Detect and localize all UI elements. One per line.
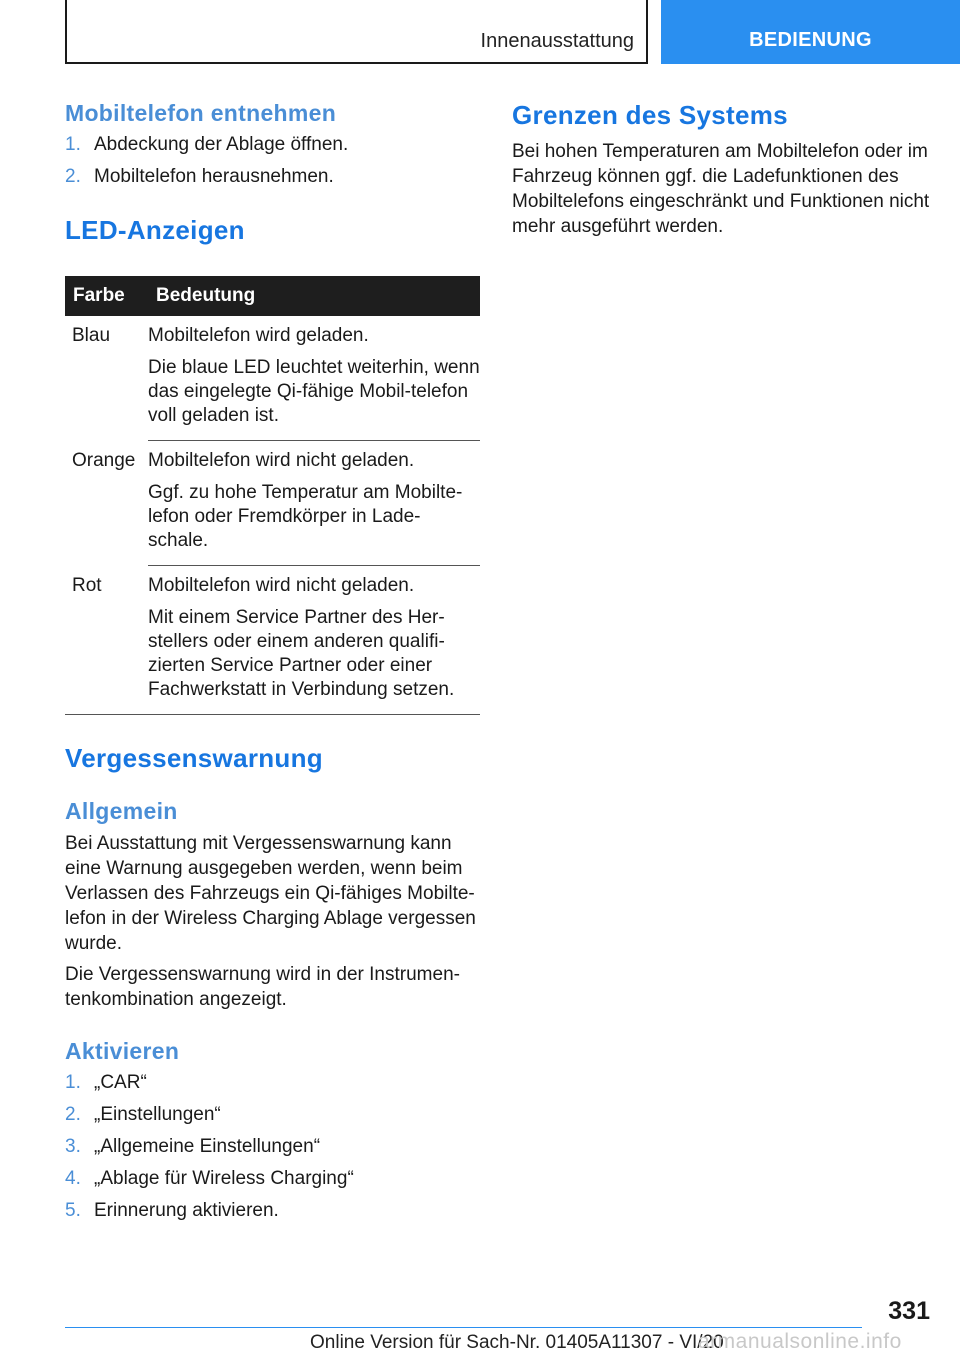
forget-warning-heading: Vergessenswarnung bbox=[65, 743, 323, 773]
general-heading: Allgemein bbox=[65, 798, 178, 824]
table-row bbox=[65, 566, 480, 715]
meaning-line: Mobiltelefon wird geladen. bbox=[148, 325, 369, 346]
watermark: armanualsonline.info bbox=[698, 1330, 902, 1353]
header-section-box bbox=[65, 0, 648, 64]
header-chapter-label: BEDIENUNG bbox=[749, 29, 872, 51]
step-number: 3. bbox=[65, 1136, 81, 1157]
general-paragraph-1: Bei Ausstattung mit Vergessenswarnung kann eine Warnung ausgegeben werden, wenn beim Verlassen des Fahrzeugs ein Qi-fähiges Mobilte-lefon in der Wireless Charging Ablage vergessen wurde. bbox=[65, 833, 476, 954]
remove-steps-list bbox=[65, 133, 480, 189]
step-text: Abdeckung der Ablage öffnen. bbox=[94, 134, 349, 155]
list-item bbox=[65, 1199, 480, 1223]
general-paragraph-2: Die Vergessenswarnung wird in der Instrumen-tenkombination angezeigt. bbox=[65, 964, 460, 1010]
step-number: 2. bbox=[65, 1104, 81, 1125]
left-column bbox=[65, 100, 480, 1231]
step-text: Erinnerung aktivieren. bbox=[94, 1200, 279, 1221]
led-color-cell: Orange bbox=[72, 449, 136, 471]
system-limits-heading: Grenzen des Systems bbox=[512, 100, 788, 130]
column-header-meaning: Bedeutung bbox=[148, 276, 480, 316]
led-heading: LED-Anzeigen bbox=[65, 215, 245, 245]
remove-phone-heading: Mobiltelefon entnehmen bbox=[65, 100, 337, 126]
header-chapter-tab bbox=[661, 0, 960, 64]
right-column bbox=[512, 100, 932, 239]
step-text: „Einstellungen“ bbox=[94, 1104, 221, 1125]
system-limits-paragraph: Bei hohen Temperaturen am Mobiltelefon oder im Fahrzeug können ggf. die Ladefunktionen des Mobiltelefons eingeschränkt und Funktionen nicht mehr ausgeführt werden. bbox=[512, 141, 930, 237]
meaning-line: Mobiltelefon wird nicht geladen. bbox=[148, 450, 415, 471]
step-text: „CAR“ bbox=[94, 1072, 147, 1093]
meaning-detail: Ggf. zu hohe Temperatur am Mobilte-lefon oder Fremdkörper in Lade-schale. bbox=[148, 482, 463, 551]
led-meaning-cell bbox=[148, 316, 480, 441]
step-text: „Ablage für Wireless Charging“ bbox=[94, 1168, 354, 1189]
step-number: 4. bbox=[65, 1168, 81, 1189]
table-row bbox=[65, 316, 480, 441]
footer-divider bbox=[65, 1327, 862, 1328]
list-item bbox=[65, 1103, 480, 1127]
step-text: Mobiltelefon herausnehmen. bbox=[94, 166, 334, 187]
step-number: 5. bbox=[65, 1200, 81, 1221]
activate-steps-list bbox=[65, 1071, 480, 1223]
page-number: 331 bbox=[888, 1297, 930, 1325]
list-item bbox=[65, 165, 480, 189]
activate-heading: Aktivieren bbox=[65, 1038, 180, 1064]
table-header-row bbox=[65, 276, 480, 316]
meaning-detail: Mit einem Service Partner des Her-stellers oder einem anderen qualifi-zierten Service Partner oder einer Fachwerkstatt in Verbindung setzen. bbox=[148, 607, 455, 700]
meaning-line: Mobiltelefon wird nicht geladen. bbox=[148, 575, 415, 596]
table-row bbox=[65, 441, 480, 566]
step-number: 1. bbox=[65, 134, 81, 155]
led-meaning-cell bbox=[148, 566, 480, 715]
step-text: „Allgemeine Einstellungen“ bbox=[94, 1136, 321, 1157]
led-color-cell: Rot bbox=[65, 566, 148, 715]
led-meaning-cell bbox=[148, 441, 480, 566]
step-number: 1. bbox=[65, 1072, 81, 1093]
list-item bbox=[65, 1135, 480, 1159]
column-header-color: Farbe bbox=[65, 276, 148, 316]
led-table bbox=[65, 276, 480, 715]
list-item bbox=[65, 133, 480, 157]
list-item bbox=[65, 1071, 480, 1095]
meaning-detail: Die blaue LED leuchtet weiterhin, wenn das eingelegte Qi-fähige Mobil-telefon voll geladen ist. bbox=[148, 357, 480, 426]
list-item bbox=[65, 1167, 480, 1191]
step-number: 2. bbox=[65, 166, 81, 187]
header-section-title: Innenausstattung bbox=[480, 30, 634, 52]
led-color-cell: Blau bbox=[72, 325, 111, 346]
footer-online-version: Online Version für Sach-Nr. 01405A11307 - VI/20 bbox=[310, 1332, 724, 1353]
